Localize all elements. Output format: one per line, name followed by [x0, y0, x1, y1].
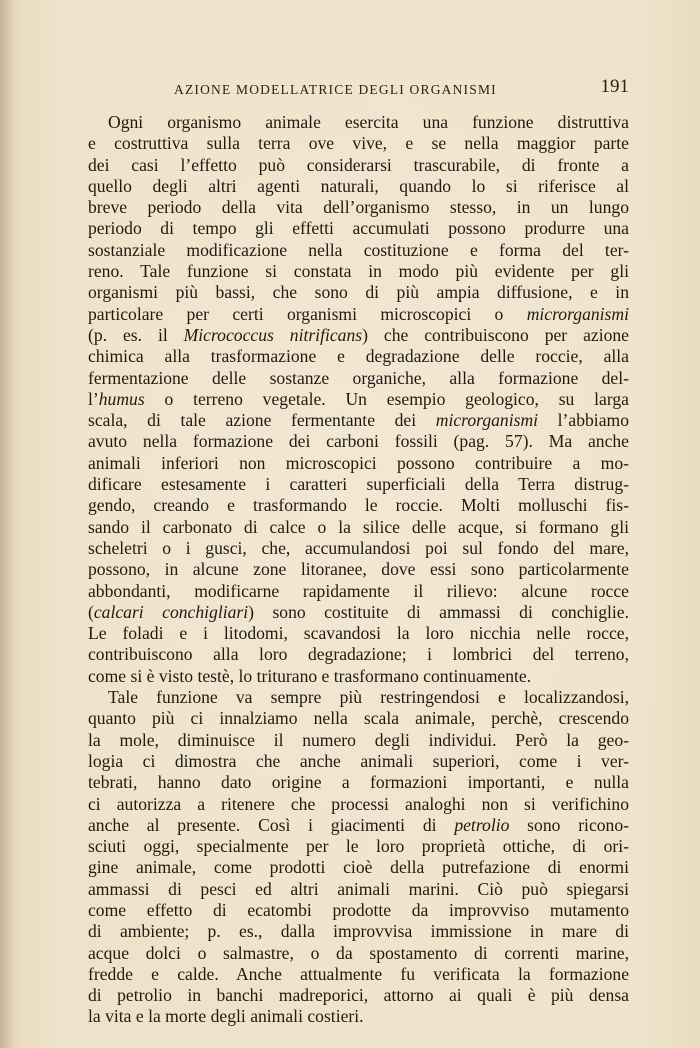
text-line: organismi più bassi, che sono di più ampia diffusione, e in: [88, 282, 629, 303]
text-line: scheletri o i gusci, che, accumulandosi poi sul fondo del mare,: [88, 537, 629, 558]
text-line: di petrolio in banchi madreporici, attorno ai quali è più densa: [88, 985, 629, 1006]
text-line: scala, di tale azione fermentante dei microrganismi l’abbiamo: [88, 410, 629, 431]
text-line: (calcari conchigliari) sono costituite di ammassi di conchiglie.: [88, 601, 629, 622]
text-line: contribuiscono alla loro degradazione; i lombrici del terreno,: [88, 644, 629, 665]
text-line: gine animale, come prodotti cioè della putrefazione di enormi: [88, 857, 629, 878]
text-line: (p. es. il Micrococcus nitrificans) che contribuiscono per azione: [88, 324, 629, 345]
text-line: sostanziale modificazione nella costituzione e forma del ter-: [88, 239, 629, 260]
text-line: dei casi l’effetto può considerarsi trascurabile, di fronte a: [88, 154, 629, 175]
paragraph: [88, 112, 629, 687]
text-line: periodo di tempo gli effetti accumulati possono produrre una: [88, 218, 629, 239]
text-line: di ambiente; p. es., dalla improvvisa immissione in mare di: [88, 921, 629, 942]
text-line: tebrati, hanno dato origine a formazioni importanti, e nulla: [88, 772, 629, 793]
text-line: avuto nella formazione dei carboni fossili (pag. 57). Ma anche: [88, 431, 629, 452]
running-head: AZIONE MODELLATRICE DEGLI ORGANISMI: [174, 82, 497, 97]
text-line: Ogni organismo animale esercita una funzione distruttiva: [108, 112, 629, 132]
text-line: gendo, creando e trasformando le roccie. Molti molluschi fis-: [88, 495, 629, 516]
text-line: particolare per certi organismi microscopici o microrganismi: [88, 303, 629, 324]
text-line: l’humus o terreno vegetale. Un esempio geologico, su larga: [88, 388, 629, 409]
page-number: 191: [600, 76, 629, 97]
text-line: ammassi di pesci ed altri animali marini. Ciò può spiegarsi: [88, 878, 629, 899]
text-line: quello degli altri agenti naturali, quando lo si riferisce al: [88, 175, 629, 196]
text-line: chimica alla trasformazione e degradazione delle roccie, alla: [88, 346, 629, 367]
paragraph: [88, 687, 629, 1028]
text-line: quanto più ci innalziamo nella scala animale, perchè, crescendo: [88, 708, 629, 729]
text-line: acque dolci o salmastre, o da spostamento di correnti marine,: [88, 942, 629, 963]
text-line: sando il carbonato di calce o la silice delle acque, si formano gli: [88, 516, 629, 537]
text-line: reno. Tale funzione si constata in modo più evidente per gli: [88, 261, 629, 282]
body-text: [88, 112, 629, 1028]
text-line: logia ci dimostra che anche animali superiori, come i ver-: [88, 750, 629, 771]
text-line: la mole, diminuisce il numero degli individui. Però la geo-: [88, 729, 629, 750]
text-line: abbondanti, modificarne rapidamente il rilievo: alcune rocce: [88, 580, 629, 601]
text-line: sciuti oggi, specialmente per le loro proprietà ottiche, di ori-: [88, 836, 629, 857]
text-line: ci autorizza a ritenere che processi analoghi non si verifichino: [88, 793, 629, 814]
text-line: come si è visto testè, lo triturano e trasformano continuamente.: [88, 665, 532, 686]
text-line: fredde e calde. Anche attualmente fu verificata la formazione: [88, 963, 629, 984]
text-line: fermentazione delle sostanze organiche, alla formazione del-: [88, 367, 629, 388]
text-line: Le foladi e i litodomi, scavandosi la loro nicchia nelle rocce,: [88, 623, 629, 644]
text-line: anche al presente. Così i giacimenti di petrolio sono ricono-: [88, 814, 630, 835]
text-line: Tale funzione va sempre più restringendosi e localizzandosi,: [108, 687, 629, 708]
text-line: e costruttiva sulla terra ove vive, e se nella maggior parte: [88, 133, 629, 154]
spine-shadow: [0, 0, 14, 1048]
text-line: dificare estesamente i caratteri superficiali della Terra distrug-: [88, 474, 629, 495]
page-header: [174, 76, 629, 102]
text-line: possono, in alcune zone litoranee, dove essi sono particolarmente: [88, 559, 629, 580]
text-line: come effetto di ecatombi prodotte da improvviso mutamento: [88, 899, 629, 920]
text-line: la vita e la morte degli animali costieri.: [88, 1006, 364, 1027]
text-line: breve periodo della vita dell’organismo stesso, in un lungo: [88, 197, 629, 218]
text-line: animali inferiori non microscopici possono contribuire a mo-: [88, 452, 629, 473]
